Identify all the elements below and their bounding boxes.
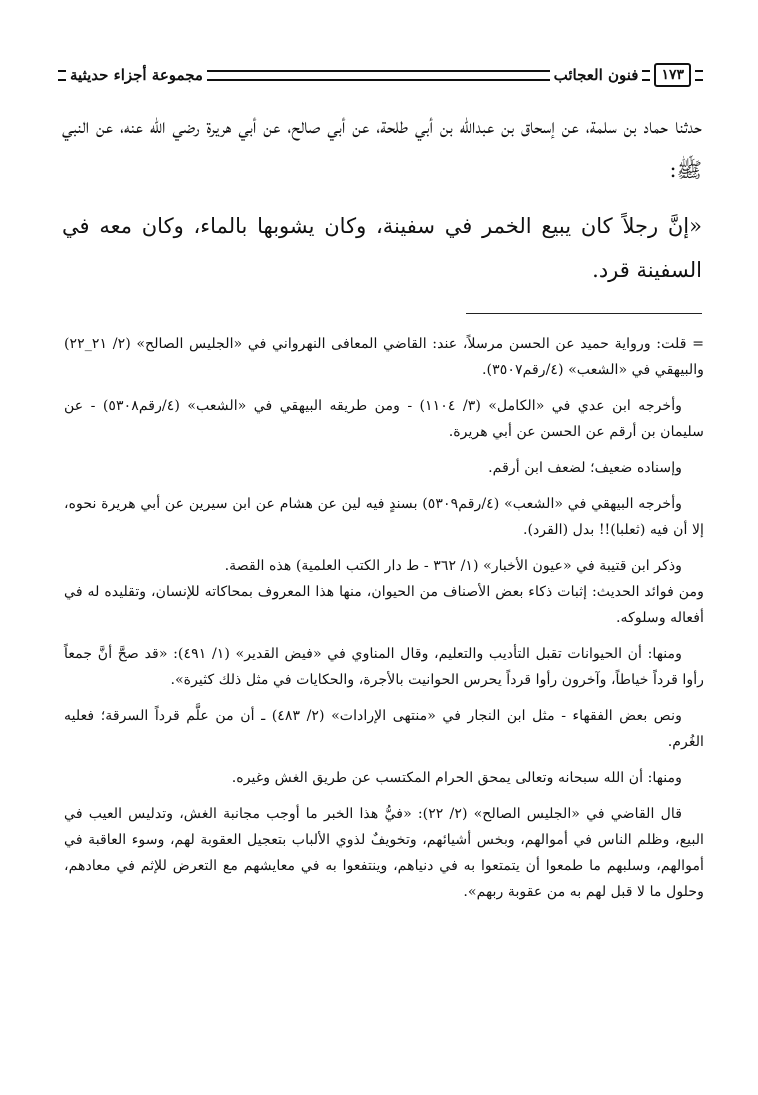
footnote-paragraph: = قلت: ورواية حميد عن الحسن مرسلاً، عند: القاضي المعافى النهرواني في «الجليس الصالح» (٢/ ٢١_٢٢) والبيهقي في «الشعب» (٤/رقم٣٥٠٧).: [64, 336, 704, 378]
footnote-paragraph: وأخرجه ابن عدي في «الكامل» (٣/ ١١٠٤) - ومن طريقه البيهقي في «الشعب» (٤/رقم٥٣٠٨) - عن سليمان بن أرقم عن الحسن عن أبي هريرة.: [64, 398, 704, 440]
header-rule-right: [58, 70, 66, 81]
header-rule-left: [695, 70, 703, 81]
footnote-paragraph: وذكر ابن قتيبة في «عيون الأخبار» (١/ ٣٦٢ - ط دار الكتب العلمية) هذه القصة.: [224, 558, 682, 574]
footnote-paragraph: ونص بعض الفقهاء - مثل ابن النجار في «منتهى الإرادات» (٢/ ٤٨٣) ـ أن من علَّم قرداً السرقة؛ فعليه الغُرم.: [64, 708, 704, 750]
header-rule-mid-left: [642, 70, 650, 81]
footnote-paragraph: وأخرجه البيهقي في «الشعب» (٤/رقم٥٣٠٩) بسندٍ فيه لين عن هشام عن ابن سيرين عن أبي هريرة نحوه، إلا أن فيه (ثعلبا)!! بدل (القرد).: [64, 496, 704, 538]
hadith-isnad: حدثنا حماد بن سلمة، عن إسحاق بن عبدالله بن أبي طلحة، عن أبي صالح، عن أبي هريرة رضي الله عنه، عن النبي ﷺ:: [62, 114, 702, 182]
main-text: [62, 104, 702, 304]
footnote-paragraph: ومنها: أن الحيوانات تقبل التأديب والتعليم، وقال المناوي في «فيض القدير» (١/ ٤٩١): «قد صحَّ أنَّ جمعاً رأوا قرداً خياطاً، وآخرون رأوا قرداً يحرس الحوانيت بالأجرة، والحكايات في مثل ذلك كثيرة».: [64, 646, 704, 688]
footnote-divider: [466, 313, 702, 314]
header-rule-center: [207, 70, 550, 81]
footnotes: [64, 331, 704, 915]
running-header: [54, 62, 707, 88]
footnote-paragraph: ومن فوائد الحديث: إثبات ذكاء بعض الأصناف من الحيوان، منها هذا المعروف بمحاكاته للإنسان، وتقليده له في أفعاله وسلوكه.: [64, 584, 704, 626]
book-title: فنون العجائب: [553, 66, 639, 84]
hadith-matn: «إنَّ رجلاً كان يبيع الخمر في سفينة، وكان يشوبها بالماء، وكان معه في السفينة قرد.: [62, 214, 702, 282]
footnote-paragraph: وإسناده ضعيف؛ لضعف ابن أرقم.: [488, 460, 682, 476]
page-number: ١٧٣: [654, 63, 691, 87]
footnote-paragraph: قال القاضي في «الجليس الصالح» (٢/ ٢٢): «فيُّ هذا الخبر ما أوجب مجانبة الغش، وتدليس العيب في البيع، وظلم الناس في أموالهم، وبخس أشيائهم، وتخويفٌ لذوي الألباب بتعجيل العقوبة لهم، وسوء العاقبة في أموالهم، وسلبهم ما طمعوا أن يتمتعوا به في دنياهم، وينتفعوا به في معايشهم مع التعرض للإثم في معادهم، وحلول ما لا قبل لهم به من عقوبة ربهم».: [64, 806, 704, 900]
footnote-paragraph: ومنها: أن الله سبحانه وتعالى يمحق الحرام المكتسب عن طريق الغش وغيره.: [231, 770, 682, 786]
collection-title: مجموعة أجزاء حديثية: [70, 66, 203, 84]
